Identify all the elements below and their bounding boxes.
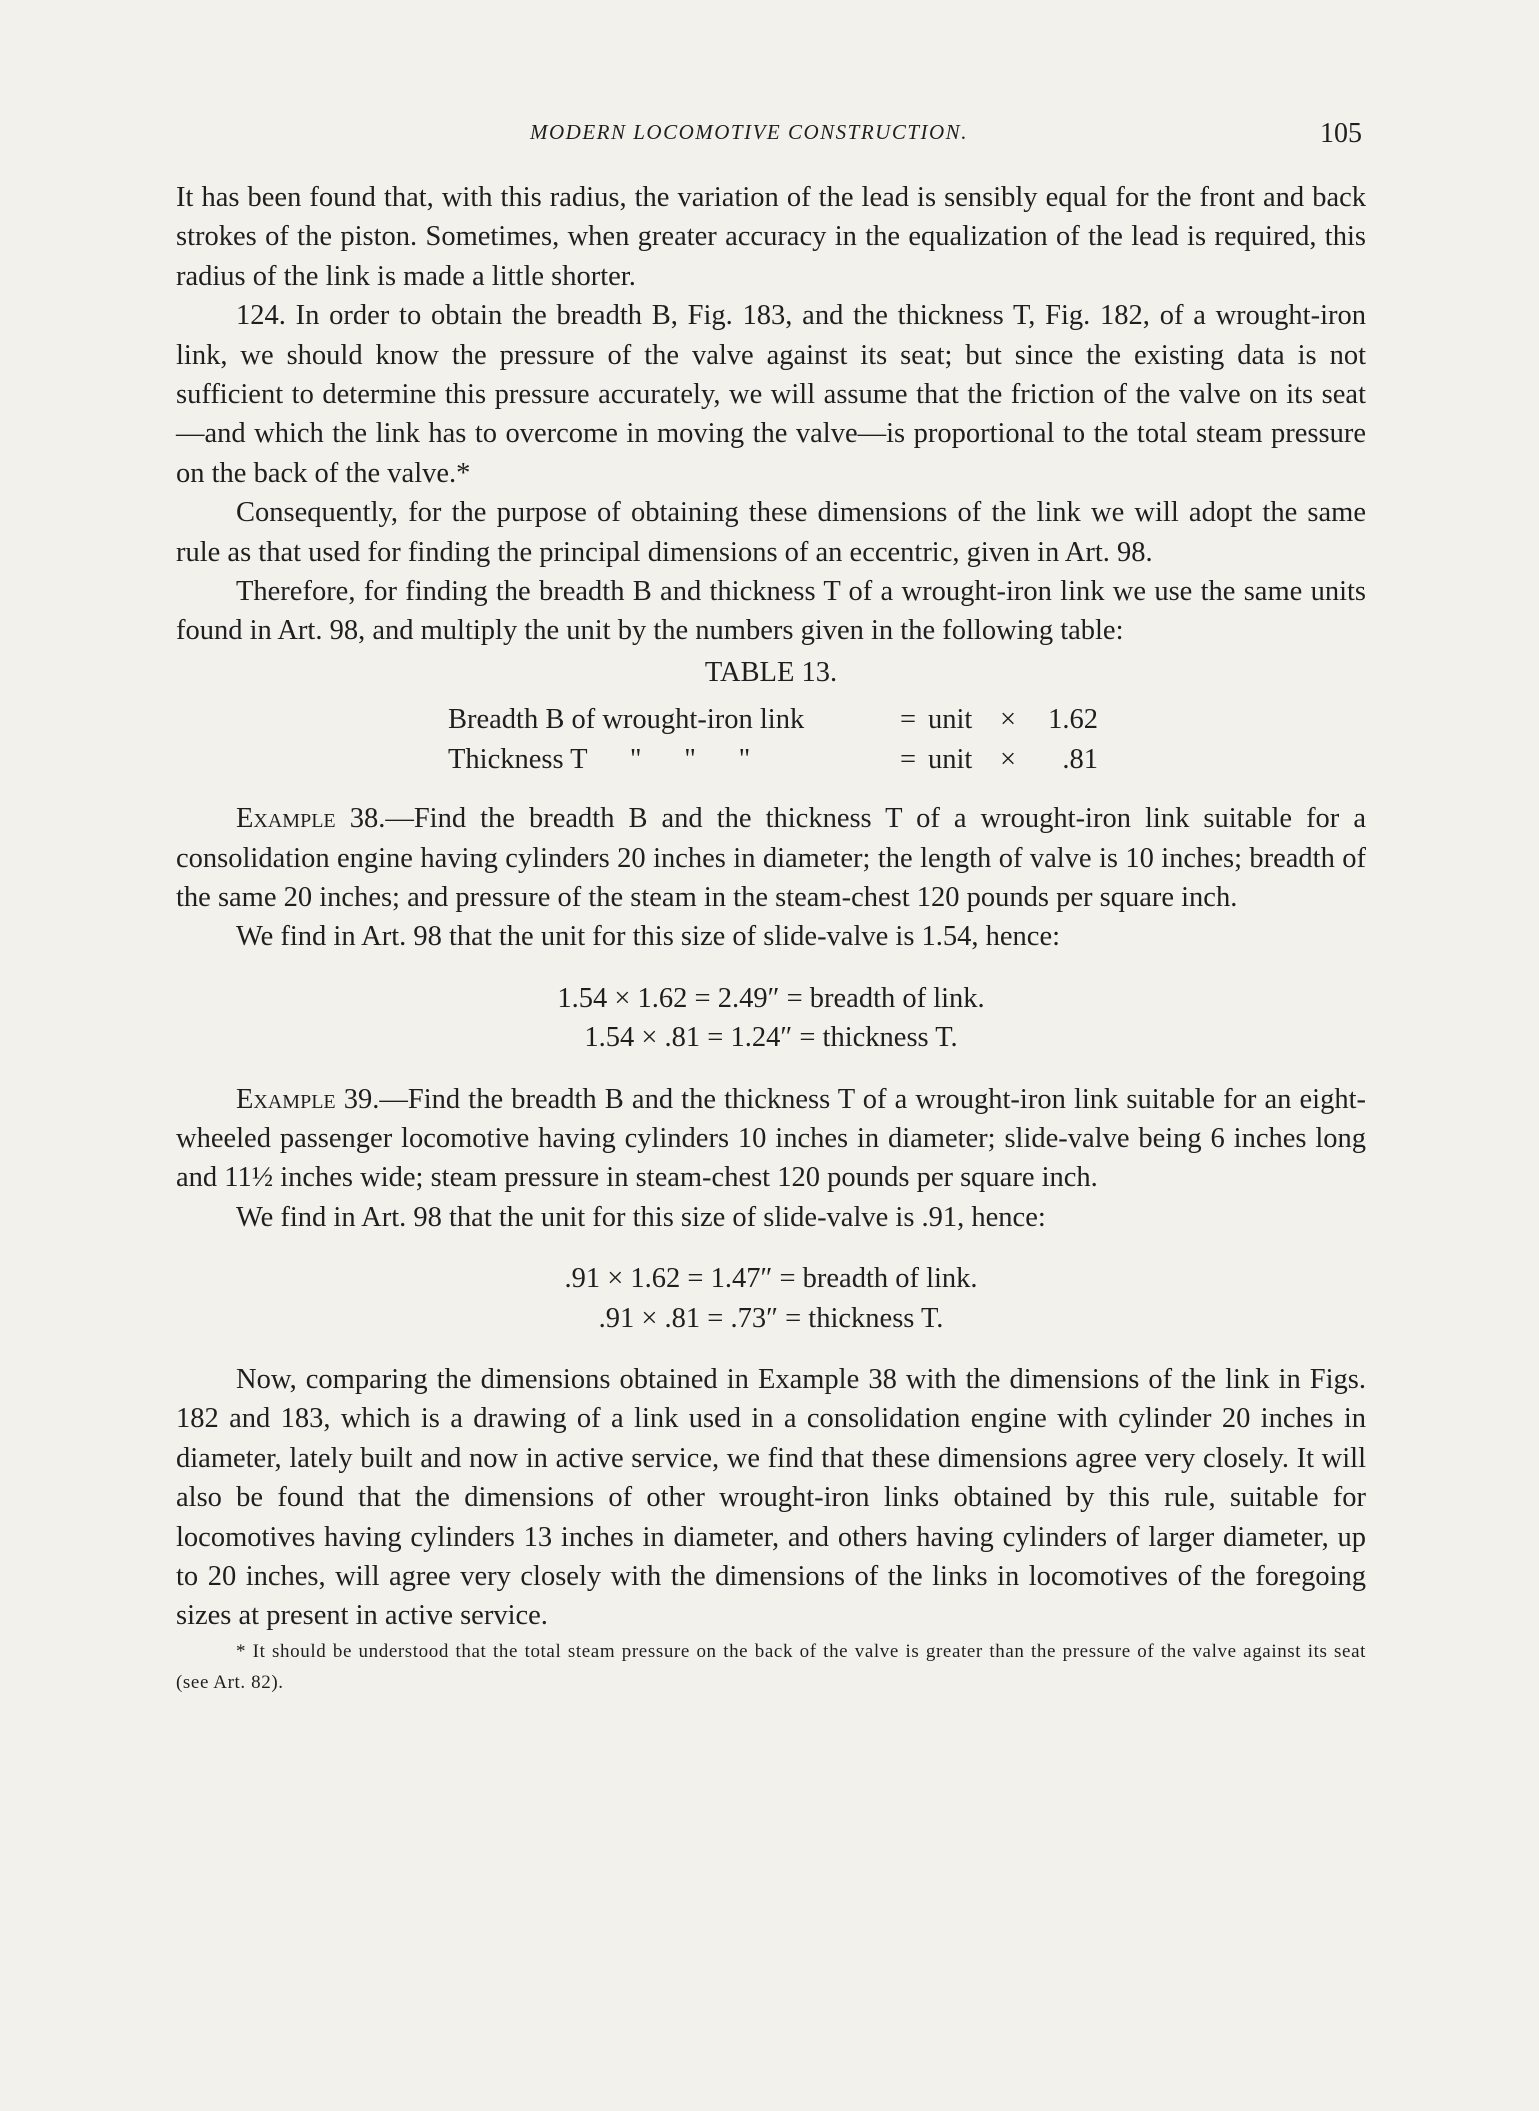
table-row-unit: unit <box>928 704 973 736</box>
paragraph-art-124: 124. In order to obtain the breadth B, Fig. 183, and the thickness T, Fig. 182, of a wrought-iron link, we should know the pressure of the valve against its seat; but since the existing data is not sufficient to determine this pressure accurately, we will assume that the friction of the valve on its seat—and which the link has to overcome in moving the valve—is proportional to the total steam pressure on the back of the valve.* <box>176 300 1366 489</box>
page-body <box>176 178 1366 1698</box>
example-38-equations <box>176 979 1366 1058</box>
table-row-equals: = <box>899 704 917 736</box>
paragraph-consequently: Consequently, for the purpose of obtaining these dimensions of the link we will adopt the same rule as that used for finding the principal dimensions of an eccentric, given in Art. 98. <box>176 497 1366 568</box>
table-row <box>448 740 1098 779</box>
example-39-unit: We find in Art. 98 that the unit for this size of slide-valve is .91, hence: <box>236 1201 1046 1233</box>
paragraph-therefore: Therefore, for finding the breadth B and thickness T of a wrought-iron link we use the same units found in Art. 98, and multiply the unit by the numbers given in the following table: <box>176 576 1366 647</box>
running-title: MODERN LOCOMOTIVE CONSTRUCTION. <box>530 120 968 144</box>
table-row-equals: = <box>899 743 917 775</box>
equation-line: .91 × 1.62 = 1.47″ = breadth of link. <box>564 1263 978 1295</box>
table-title: TABLE 13. <box>704 656 838 688</box>
example-39-equations <box>176 1259 1366 1338</box>
table-row-label: Thickness T " " " <box>448 743 751 775</box>
page-header <box>0 118 1539 158</box>
example-text: 39.—Find the breadth B and the thickness T of a wrought-iron link suitable for an eight-wheeled passenger locomotive having cylinders 10 inches in diameter; slide-valve being 6 inches long and 11½ inches wide; steam pressure in steam-chest 120 pounds per square inch. <box>176 1083 1367 1194</box>
table-row <box>448 700 1098 739</box>
table-row-times: × <box>999 704 1017 736</box>
table-row-unit: unit <box>928 743 973 775</box>
example-label: Example <box>236 1083 336 1115</box>
page-number: 105 <box>1320 118 1362 149</box>
equation-line: 1.54 × .81 = 1.24″ = thickness T. <box>584 1022 958 1054</box>
example-38-unit: We find in Art. 98 that the unit for this size of slide-valve is 1.54, hence: <box>236 921 1061 953</box>
example-text: 38.—Find the breadth B and the thickness T of a wrought-iron link suitable for a consolidation engine having cylinders 20 inches in diameter; the length of valve is 10 inches; breadth of the same 20 inches; and pressure of the steam in the steam-chest 120 pounds per square inch. <box>176 803 1366 913</box>
example-39 <box>176 1080 1366 1198</box>
footnote: * It should be understood that the total steam pressure on the back of the valve is greater than the pressure of the valve against its seat (see Art. 82). <box>176 1640 1366 1693</box>
equation-line: .91 × .81 = .73″ = thickness T. <box>598 1302 944 1334</box>
table-row-value: .81 <box>1062 743 1098 775</box>
table-row-value: 1.62 <box>1048 704 1098 736</box>
example-38 <box>176 799 1366 917</box>
closing-paragraph: Now, comparing the dimensions obtained in Example 38 with the dimensions of the link in Figs. 182 and 183, which is a drawing of a link used in a consolidation engine with cylinder 20 inches in diameter, lately built and now in active service, we find that these dimensions agree very closely. It will also be found that the dimensions of other wrought-iron links obtained by this rule, suitable for locomotives having cylinders 13 inches in diameter, and others having cylinders of larger diameter, up to 20 inches, will agree very closely with the dimensions of the links in locomotives of the foregoing sizes at present in active service. <box>176 1363 1366 1632</box>
table-13 <box>448 700 1098 779</box>
equation-line: 1.54 × 1.62 = 2.49″ = breadth of link. <box>557 982 985 1014</box>
paragraph-radius: It has been found that, with this radius, the variation of the lead is sensibly equal for the front and back strokes of the piston. Sometimes, when greater accuracy in the equalization of the lead is required, this radius of the link is made a little shorter. <box>176 182 1366 292</box>
table-row-label: Breadth B of wrought-iron link <box>448 704 805 736</box>
table-row-times: × <box>999 743 1017 775</box>
example-label: Example <box>236 803 336 835</box>
